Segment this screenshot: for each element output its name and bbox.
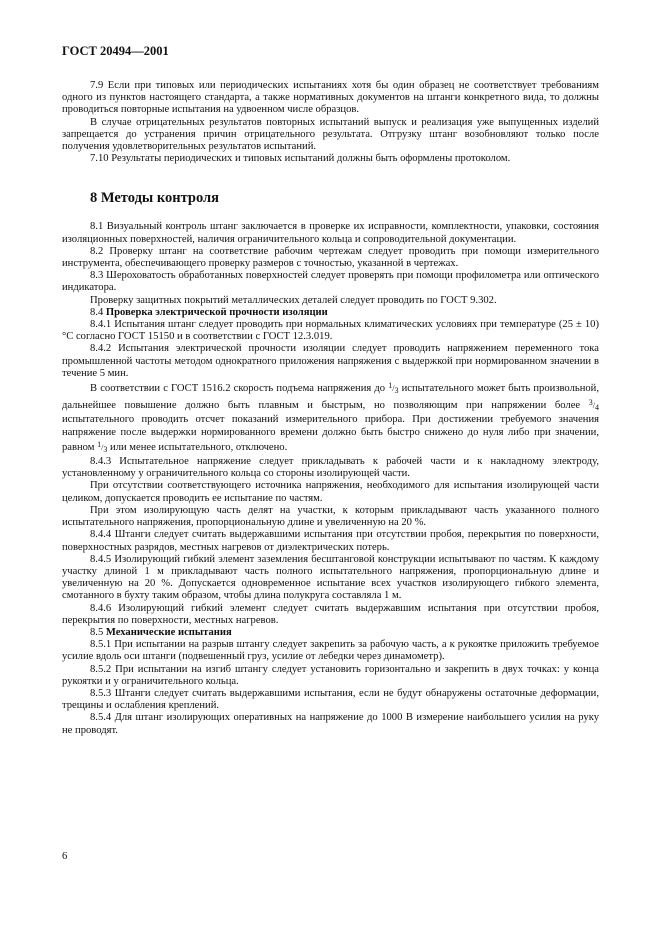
- fraction-denominator: 3: [394, 386, 399, 396]
- paragraph-8-4-4: 8.4.4 Штанги следует считать выдержавшими испытания при отсутствии пробоя, перекрытия по поверхности, поверхностных разрядов, местных нагревов от диэлектрических потерь.: [62, 529, 599, 553]
- paragraph-8-4-2: 8.4.2 Испытания электрической прочности изоляции следует проводить напряжением переменного тока промышленной частоты методом однократного приложения напряжения с выдержкой при нормированном значении в течение 5 мин.: [62, 343, 599, 379]
- paragraph-8-1: 8.1 Визуальный контроль штанг заключается в проверке их исправности, комплектности, упаковки, состояния изоляционных поверхностей, наличия ограничительного кольца и сопроводительной документации.: [62, 221, 599, 245]
- subsection-title: Механические испытания: [105, 626, 232, 638]
- fraction-three-quarters: $^3/_4$: [588, 398, 599, 413]
- fraction-one-third: $^1/_3$: [388, 381, 399, 396]
- subsection-8-4: [62, 307, 599, 319]
- text-run: В соответствии с ГОСТ 1516.2 скорость подъема напряжения до: [90, 383, 386, 395]
- fraction-denominator: 4: [595, 403, 599, 413]
- paragraph-7-10: 7.10 Результаты периодических и типовых испытаний должны быть оформлены протоколом.: [90, 153, 511, 165]
- paragraph-8-3-continued: Проверку защитных покрытий металлических деталей следует проводить по ГОСТ 9.302.: [90, 294, 497, 306]
- paragraph-8-3: 8.3 Шероховатость обработанных поверхностей следует проверять при помощи профилометра или оптического индикатора.: [62, 270, 599, 294]
- subsection-title: Проверка электрической прочности изоляции: [105, 306, 328, 318]
- paragraph-8-4-6: 8.4.6 Изолирующий гибкий элемент следует считать выдержавшим испытания при отсутствии пробоя, перекрытия по поверхности, местных нагревов.: [62, 602, 599, 626]
- subsection-8-5: [62, 627, 599, 639]
- text-run: испытательного проводить отсчет показаний измерительного прибора. При достижении требуемого значения напряжение после выдержки нормированного времени должно быть быстро снижено до нуля либо при значении, равном: [62, 414, 599, 453]
- paragraph-8-5-2: 8.5.2 При испытании на изгиб штангу следует установить горизонтально и закрепить в двух точках: у конца рукоятки и у ограничительного кольца.: [62, 663, 599, 687]
- fraction-denominator: 3: [103, 444, 108, 454]
- paragraph-8-4-3-continued: При отсутствии соответствующего источника напряжения, необходимого для испытания изолирующей части целиком, допускается проводить ее испытание по частям.: [62, 480, 599, 504]
- page-number: 6: [62, 851, 68, 862]
- paragraph-8-5-3: 8.5.3 Штанги следует считать выдержавшими испытания, если не будут обнаружены остаточные деформации, трещины и ослабления креплений.: [62, 687, 599, 712]
- paragraph-8-2: 8.2 Проверку штанг на соответствие рабочим чертежам следует проводить при помощи измерительного инструмента, обеспечивающего проверку размеров с точностью, указанной в чертежах.: [62, 245, 599, 270]
- section-title: 8 Методы контроля: [90, 190, 220, 207]
- paragraph-8-4-3-continued-2: При этом изолирующую часть делят на участки, к которым прикладывают часть указанного полного испытательного напряжения, пропорциональную длине и увеличенную на 20 %.: [62, 504, 599, 529]
- subsection-number: 8.5: [90, 626, 104, 638]
- subsection-number: 8.4: [90, 306, 104, 318]
- document-header: ГОСТ 20494—2001: [62, 44, 169, 58]
- paragraph-8-4-5: 8.4.5 Изолирующий гибкий элемент заземления бесштанговой конструкции испытывают по частям. К каждому участку длиной 1 м прикладывают часть полного испытательного напряжения, пропорциональную длине и увеличенную на 20 %. Допускается одновременное испытание всех участков изолирующего гибкого элемента, смотанного в бухту таким образом, чтобы длина полукруга составляла 1 м.: [62, 553, 599, 602]
- fraction-numerator: 3: [588, 398, 593, 408]
- paragraph-7-9: 7.9 Если при типовых или периодических испытаниях хотя бы один образец не соответствует требованиям одного из пунктов настоящего стандарта, а также нормативных документов на штанги конкретного вида, то должны проводиться повторные испытания на удвоенном числе образцов.: [62, 80, 599, 116]
- paragraph-8-5-1: 8.5.1 При испытании на разрыв штангу следует закрепить за рабочую часть, а к рукоятке приложить требуемое усилие вдоль оси штанги (подвешенный груз, усилие от лебедки через динамометр).: [62, 639, 599, 663]
- paragraph-8-4-2-continued: [62, 380, 599, 456]
- fraction-numerator: 1: [388, 381, 393, 391]
- fraction-one-third: $^1/_3$: [97, 439, 108, 454]
- paragraph-8-5-4: 8.5.4 Для штанг изолирующих оперативных на напряжение до 1000 В измерение наибольшего усилия на руку не проводят.: [62, 712, 599, 736]
- document-body: [62, 80, 599, 737]
- paragraph-8-4-1: 8.4.1 Испытания штанг следует проводить при нормальных климатических условиях при температуре (25 ± 10) °С согласно ГОСТ 15150 и в соответствии с ГОСТ 12.3.019.: [62, 319, 599, 343]
- paragraph-7-9-continued: В случае отрицательных результатов повторных испытаний выпуск и реализация уже выпущенных изделий запрещается до устранения причин отрицательного результата. Отгрузку штанг возобновляют только после получения удовлетворительных результатов испытаний.: [62, 116, 599, 153]
- fraction-numerator: 1: [97, 439, 102, 449]
- paragraph-8-4-3: 8.4.3 Испытательное напряжение следует прикладывать к рабочей части и к накладному электроду, установленному у ограничительного кольца со стороны изолирующей части.: [62, 456, 599, 480]
- text-run: испытательного может быть произвольной, дальнейшее повышение должно быть плавным и быстрым, но позволяющим при напряжении более: [62, 383, 599, 412]
- text-run: или менее испытательного, отключено.: [110, 441, 288, 453]
